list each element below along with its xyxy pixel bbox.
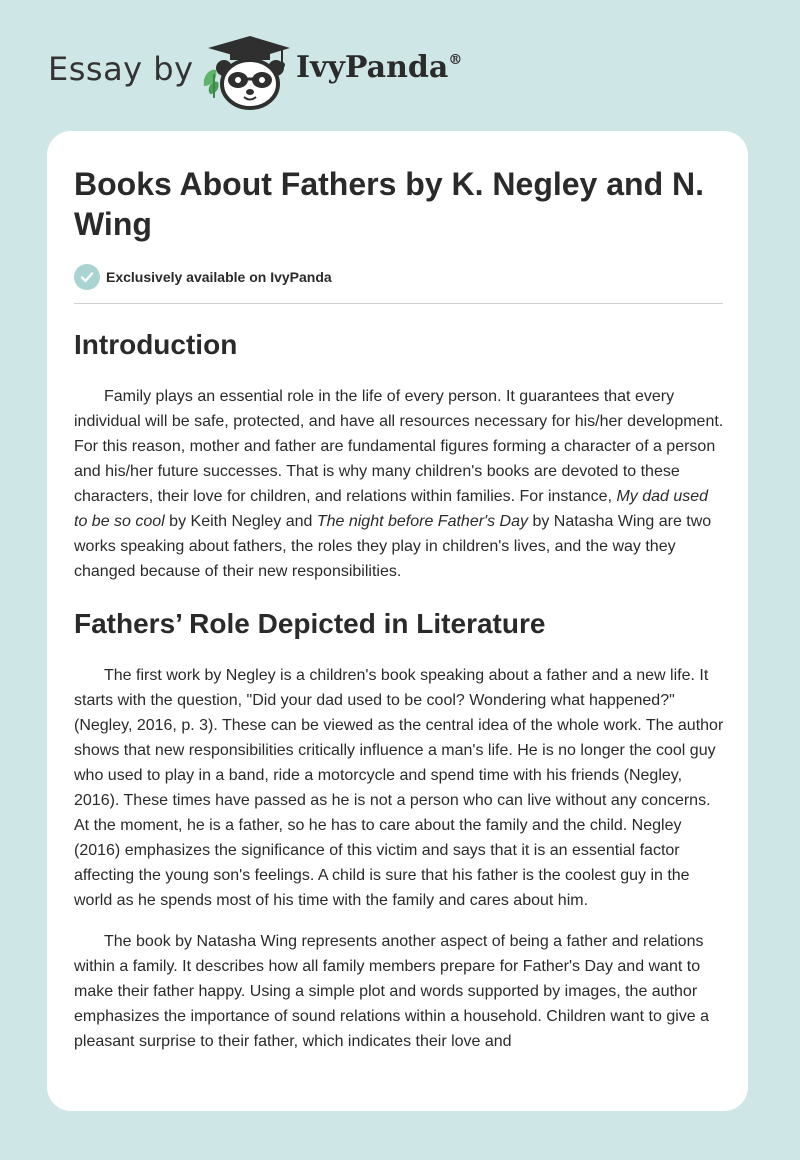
paragraph-text: Family plays an essential role in the life of every person. It guarantees that every individual will be safe, protected, and have all resources necessary for his/her development. For this reason, mother and father are fundamental figures forming a character of a person and his/her future successes. That is why many children's books are devoted to these characters, their love for children, and relations within families. For instance, xyxy=(74,388,724,505)
section-heading-introduction: Introduction xyxy=(74,329,238,360)
site-header xyxy=(0,0,800,120)
paragraph: The first work by Negley is a children's book speaking about a father and a new life. It starts with the question, "Did your dad used to be cool? Wondering what happened?" (Negley, 2016, p. 3). These can be viewed as the central idea of the whole work. The author shows that new responsibilities critically influence a man's life. He is no longer the cool guy who used to play in a band, ride a motorcycle and spend time with his friends (Negley, 2016). These times have passed as he is not a person who can live without any concerns. At the moment, he is a father, so he has to care about the family and the child. Negley (2016) emphasizes the significance of this victim and says that it is an essential factor affecting the young son's feelings. A child is sure that his father is the coolest guy in the world as he spends most of his time with the family and cares about him. xyxy=(74,667,724,909)
paragraph xyxy=(74,384,724,584)
book-title-2: The night before Father's Day xyxy=(316,513,528,530)
exclusive-badge xyxy=(74,264,332,290)
essay-card xyxy=(47,131,748,1111)
essay-title: Books About Fathers by K. Negley and N. Wing xyxy=(74,166,705,242)
essay-by-label: Essay by xyxy=(48,50,194,88)
paragraph-text: by Natasha Wing are two works speaking about fathers, the roles they play in children's lives, and the way they changed because of their new responsibilities. xyxy=(74,513,712,580)
paragraph: The book by Natasha Wing represents another aspect of being a father and relations within a family. It describes how all family members prepare for Father's Day and want to make their father happy. Using a simple plot and words supported by images, the author emphasizes the importance of sound relations within a household. Children want to give a pleasant surprise to their father, which indicates their love and xyxy=(74,933,710,1050)
book-title-1: My dad used to be so cool xyxy=(74,488,709,530)
panda-logo-icon[interactable] xyxy=(200,34,292,110)
check-icon xyxy=(74,264,100,290)
registered-mark: ® xyxy=(448,52,463,68)
section-heading-fathers-role: Fathers’ Role Depicted in Literature xyxy=(74,608,546,639)
badge-label: Exclusively available on IvyPanda xyxy=(106,269,332,285)
brand-text: IvyPanda xyxy=(296,50,449,85)
divider xyxy=(74,303,723,304)
paragraph-text: by Keith Negley and xyxy=(164,513,317,530)
essay-content xyxy=(74,321,724,1070)
brand-name[interactable] xyxy=(296,50,462,85)
